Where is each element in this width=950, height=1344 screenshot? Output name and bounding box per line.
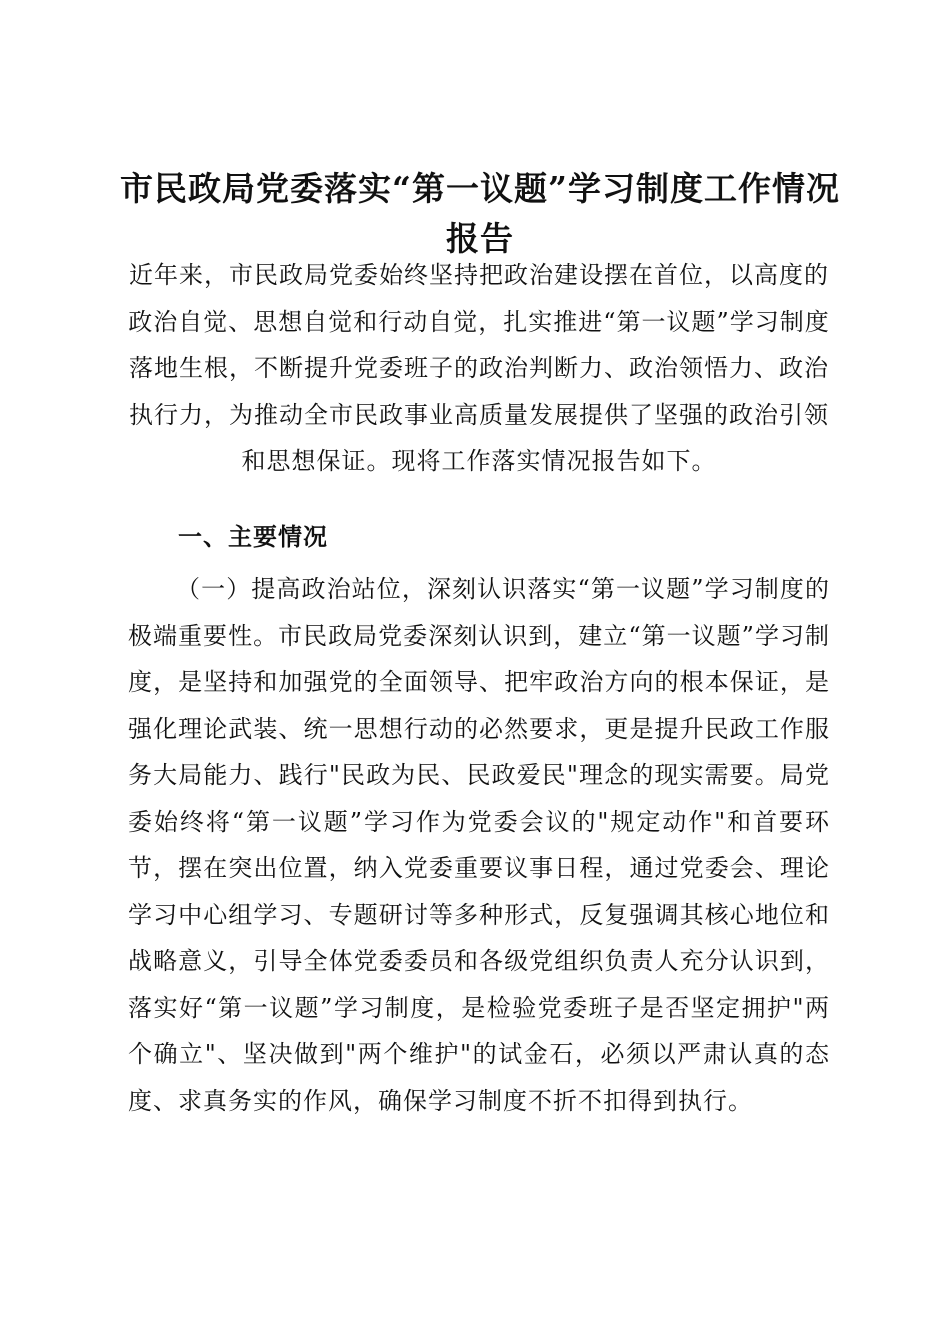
document-title: 市民政局党委落实“第一议题”学习制度工作情况报告 [120,169,840,258]
section-heading: 一、主要情况 [178,523,328,551]
intro-paragraph: 近年来，市民政局党委始终坚持把政治建设摆在首位，以高度的政治自觉、思想自觉和行动自觉，扎实推进“第一议题”学习制度落地生根，不断提升党委班子的政治判断力、政治领悟力、政治执行力，为推动全市民政事业高质量发展提供了坚强的政治引领和思想保证。现将工作落实情况报告如下。 [128,261,830,475]
body-paragraph: （一）提高政治站位，深刻认识落实“第一议题”学习制度的极端重要性。市民政局党委深刻认识到，建立“第一议题”学习制度，是坚持和加强党的全面领导、把牢政治方向的根本保证，是强化理论武装、统一思想行动的必然要求，更是提升民政工作服务大局能力、践行"民政为民、民政爱民"理念的现实需要。局党委始终将“第一议题”学习作为党委会议的"规定动作"和首要环节，摆在突出位置，纳入党委重要议事日程，通过党委会、理论学习中心组学习、专题研讨等多种形式，反复强调其核心地位和战略意义，引导全体党委委员和各级党组织负责人充分认识到，落实好“第一议题”学习制度，是检验党委班子是否坚定拥护"两个确立"、坚决做到"两个维护"的试金石，必须以严肃认真的态度、求真务实的作风，确保学习制度不折不扣得到执行。 [128,575,830,1115]
